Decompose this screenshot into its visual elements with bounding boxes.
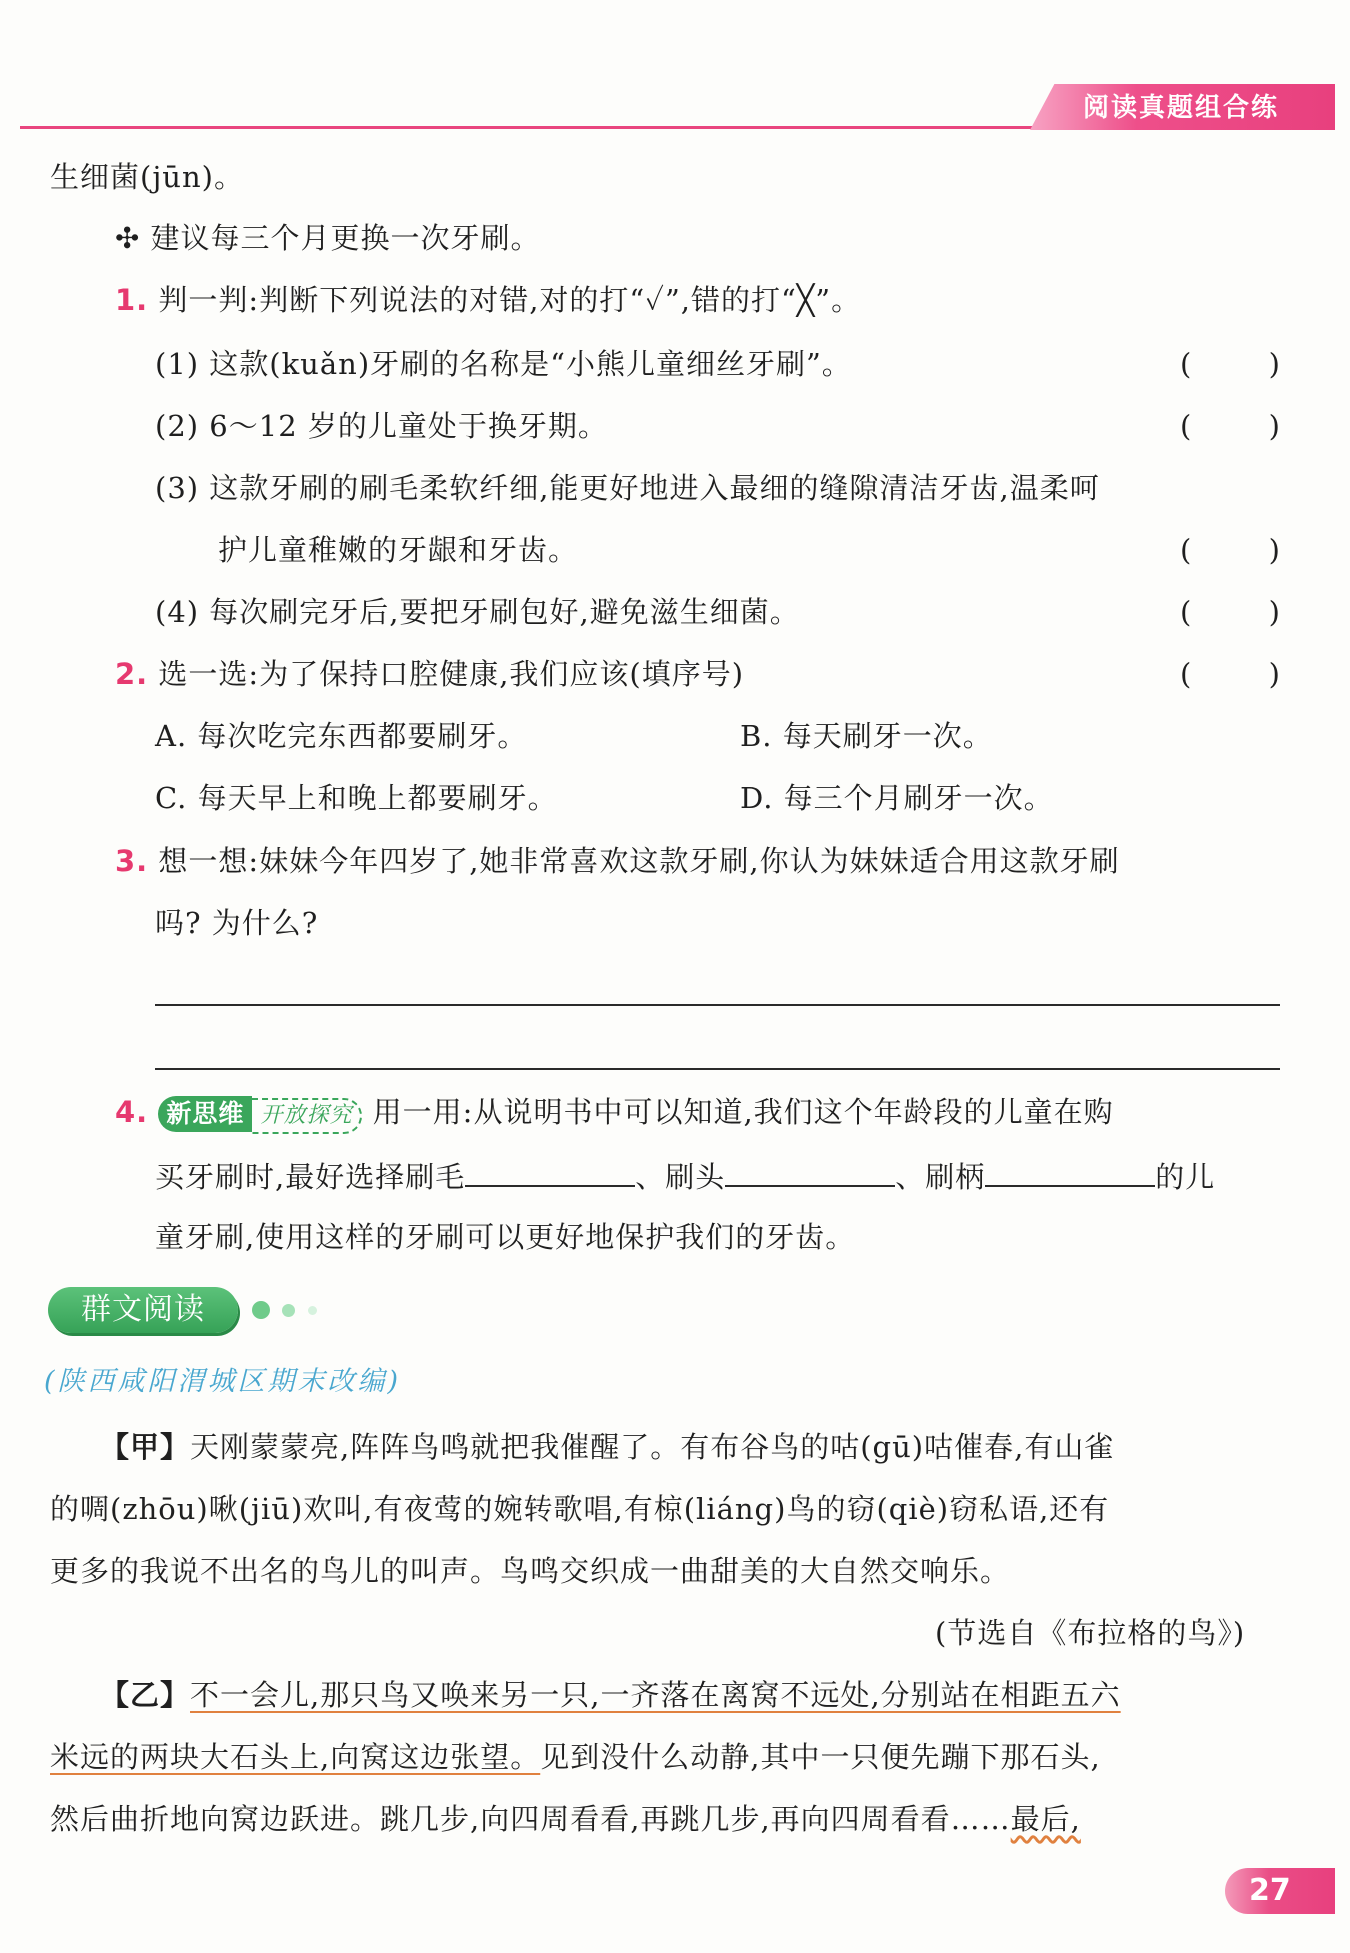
- q2-title: 选一选:为了保持口腔健康,我们应该(填序号): [158, 657, 745, 691]
- jia-citation: (节选自《布拉格的鸟》): [935, 1616, 1246, 1650]
- q2-option-c: C. 每天早上和晚上都要刷牙。: [155, 781, 558, 815]
- answer-paren-4[interactable]: ( ): [1180, 595, 1280, 629]
- q2-title-line: [115, 654, 744, 694]
- answer-paren-q2[interactable]: ( ): [1180, 657, 1280, 691]
- q1-title: 判一判:判断下列说法的对错,对的打“✓”,错的打“╳”。: [158, 283, 862, 317]
- jia-line-3: 更多的我说不出名的鸟儿的叫声。鸟鸣交织成一曲甜美的大自然交响乐。: [50, 1554, 1011, 1588]
- q3-number: 3.: [115, 844, 149, 878]
- q4-text-1: 用一用:从说明书中可以知道,我们这个年龄段的儿童在购: [372, 1095, 1114, 1129]
- new-thinking-badge: 新思维 开放探究: [158, 1095, 362, 1129]
- q4-number: 4.: [115, 1095, 149, 1129]
- yi-underlined-text: 米远的两块大石头上,向窝这边张望。: [50, 1740, 541, 1774]
- q1-item-2: (2) 6～12 岁的儿童处于换牙期。: [155, 409, 608, 443]
- yi-label: 【乙】: [100, 1678, 191, 1712]
- answer-paren-1[interactable]: ( ): [1180, 347, 1280, 381]
- fill-blank-head[interactable]: [725, 1155, 895, 1187]
- decor-dot-3: [308, 1306, 317, 1315]
- yi-line-3: 然后曲折地向窝边跃进。跳几步,向四周看看,再跳几步,再向四周看看……最后,: [50, 1802, 1081, 1836]
- header-tab-title: 阅读真题组合练: [1083, 93, 1280, 123]
- q1-number: 1.: [115, 283, 149, 317]
- q2-option-d: D. 每三个月刷牙一次。: [740, 781, 1054, 815]
- page-number: 27: [1225, 1868, 1335, 1914]
- jia-line-2: 的啁(zhōu)啾(jiū)欢叫,有夜莺的婉转歌唱,有椋(liáng)鸟的窃(qiè)窃私语,还有: [50, 1492, 1110, 1526]
- yi-line-2: 米远的两块大石头上,向窝这边张望。见到没什么动静,其中一只便先蹦下那石头,: [50, 1740, 1101, 1774]
- tip-line: [115, 218, 541, 258]
- q1-title-line: [115, 280, 861, 320]
- q3-line-1: [115, 841, 1120, 881]
- q2-option-b: B. 每天刷牙一次。: [740, 719, 993, 753]
- fill-blank-bristle[interactable]: [465, 1155, 635, 1187]
- jia-line-1: 【甲】天刚蒙蒙亮,阵阵鸟鸣就把我催醒了。有布谷鸟的咕(gū)咕催春,有山雀: [100, 1430, 1115, 1464]
- answer-paren-2[interactable]: ( ): [1180, 409, 1280, 443]
- q2-number: 2.: [115, 657, 149, 691]
- q1-item-4: (4) 每次刷完牙后,要把牙刷包好,避免滋生细菌。: [155, 595, 800, 629]
- fill-blank-handle[interactable]: [985, 1155, 1155, 1187]
- q1-item-3-cont: 护儿童稚嫩的牙龈和牙齿。: [218, 533, 579, 567]
- answer-paren-3[interactable]: ( ): [1180, 533, 1280, 567]
- decor-dot-2: [282, 1304, 295, 1317]
- q1-item-1: (1) 这款(kuǎn)牙刷的名称是“小熊儿童细丝牙刷”。: [155, 347, 852, 381]
- q3-text-1: 想一想:妹妹今年四岁了,她非常喜欢这款牙刷,你认为妹妹适合用这款牙刷: [158, 844, 1120, 878]
- q4-line-2: 买牙刷时,最好选择刷毛 、刷头 、刷柄 的儿: [155, 1155, 1215, 1197]
- continued-line: 生细菌(jūn)。: [50, 160, 244, 194]
- q2-option-a: A. 每次吃完东西都要刷牙。: [155, 719, 528, 753]
- header-rule: [20, 126, 1055, 129]
- q3-line-2: 吗? 为什么?: [155, 906, 319, 940]
- q4-line-1: [115, 1092, 1114, 1134]
- cross-bullet-icon: ✣: [115, 221, 141, 255]
- jia-label: 【甲】: [100, 1430, 191, 1464]
- decor-dot-1: [252, 1301, 270, 1319]
- q4-line-3: 童牙刷,使用这样的牙刷可以更好地保护我们的牙齿。: [155, 1220, 856, 1254]
- answer-writing-line-2[interactable]: [155, 1068, 1280, 1070]
- yi-line-1: 【乙】不一会儿,那只鸟又唤来另一只,一齐落在离窝不远处,分别站在相距五六: [100, 1678, 1121, 1712]
- yi-wavy-text: 最后,: [1010, 1802, 1081, 1836]
- q1-item-3: (3) 这款牙刷的刷毛柔软纤细,能更好地进入最细的缝隙清洁牙齿,温柔呵: [155, 471, 1100, 505]
- source-note: (陕西咸阳渭城区期末改编): [44, 1366, 402, 1397]
- section-title-pill: 群文阅读: [48, 1287, 238, 1333]
- answer-writing-line-1[interactable]: [155, 1004, 1280, 1006]
- tip-text: 建议每三个月更换一次牙刷。: [150, 221, 541, 255]
